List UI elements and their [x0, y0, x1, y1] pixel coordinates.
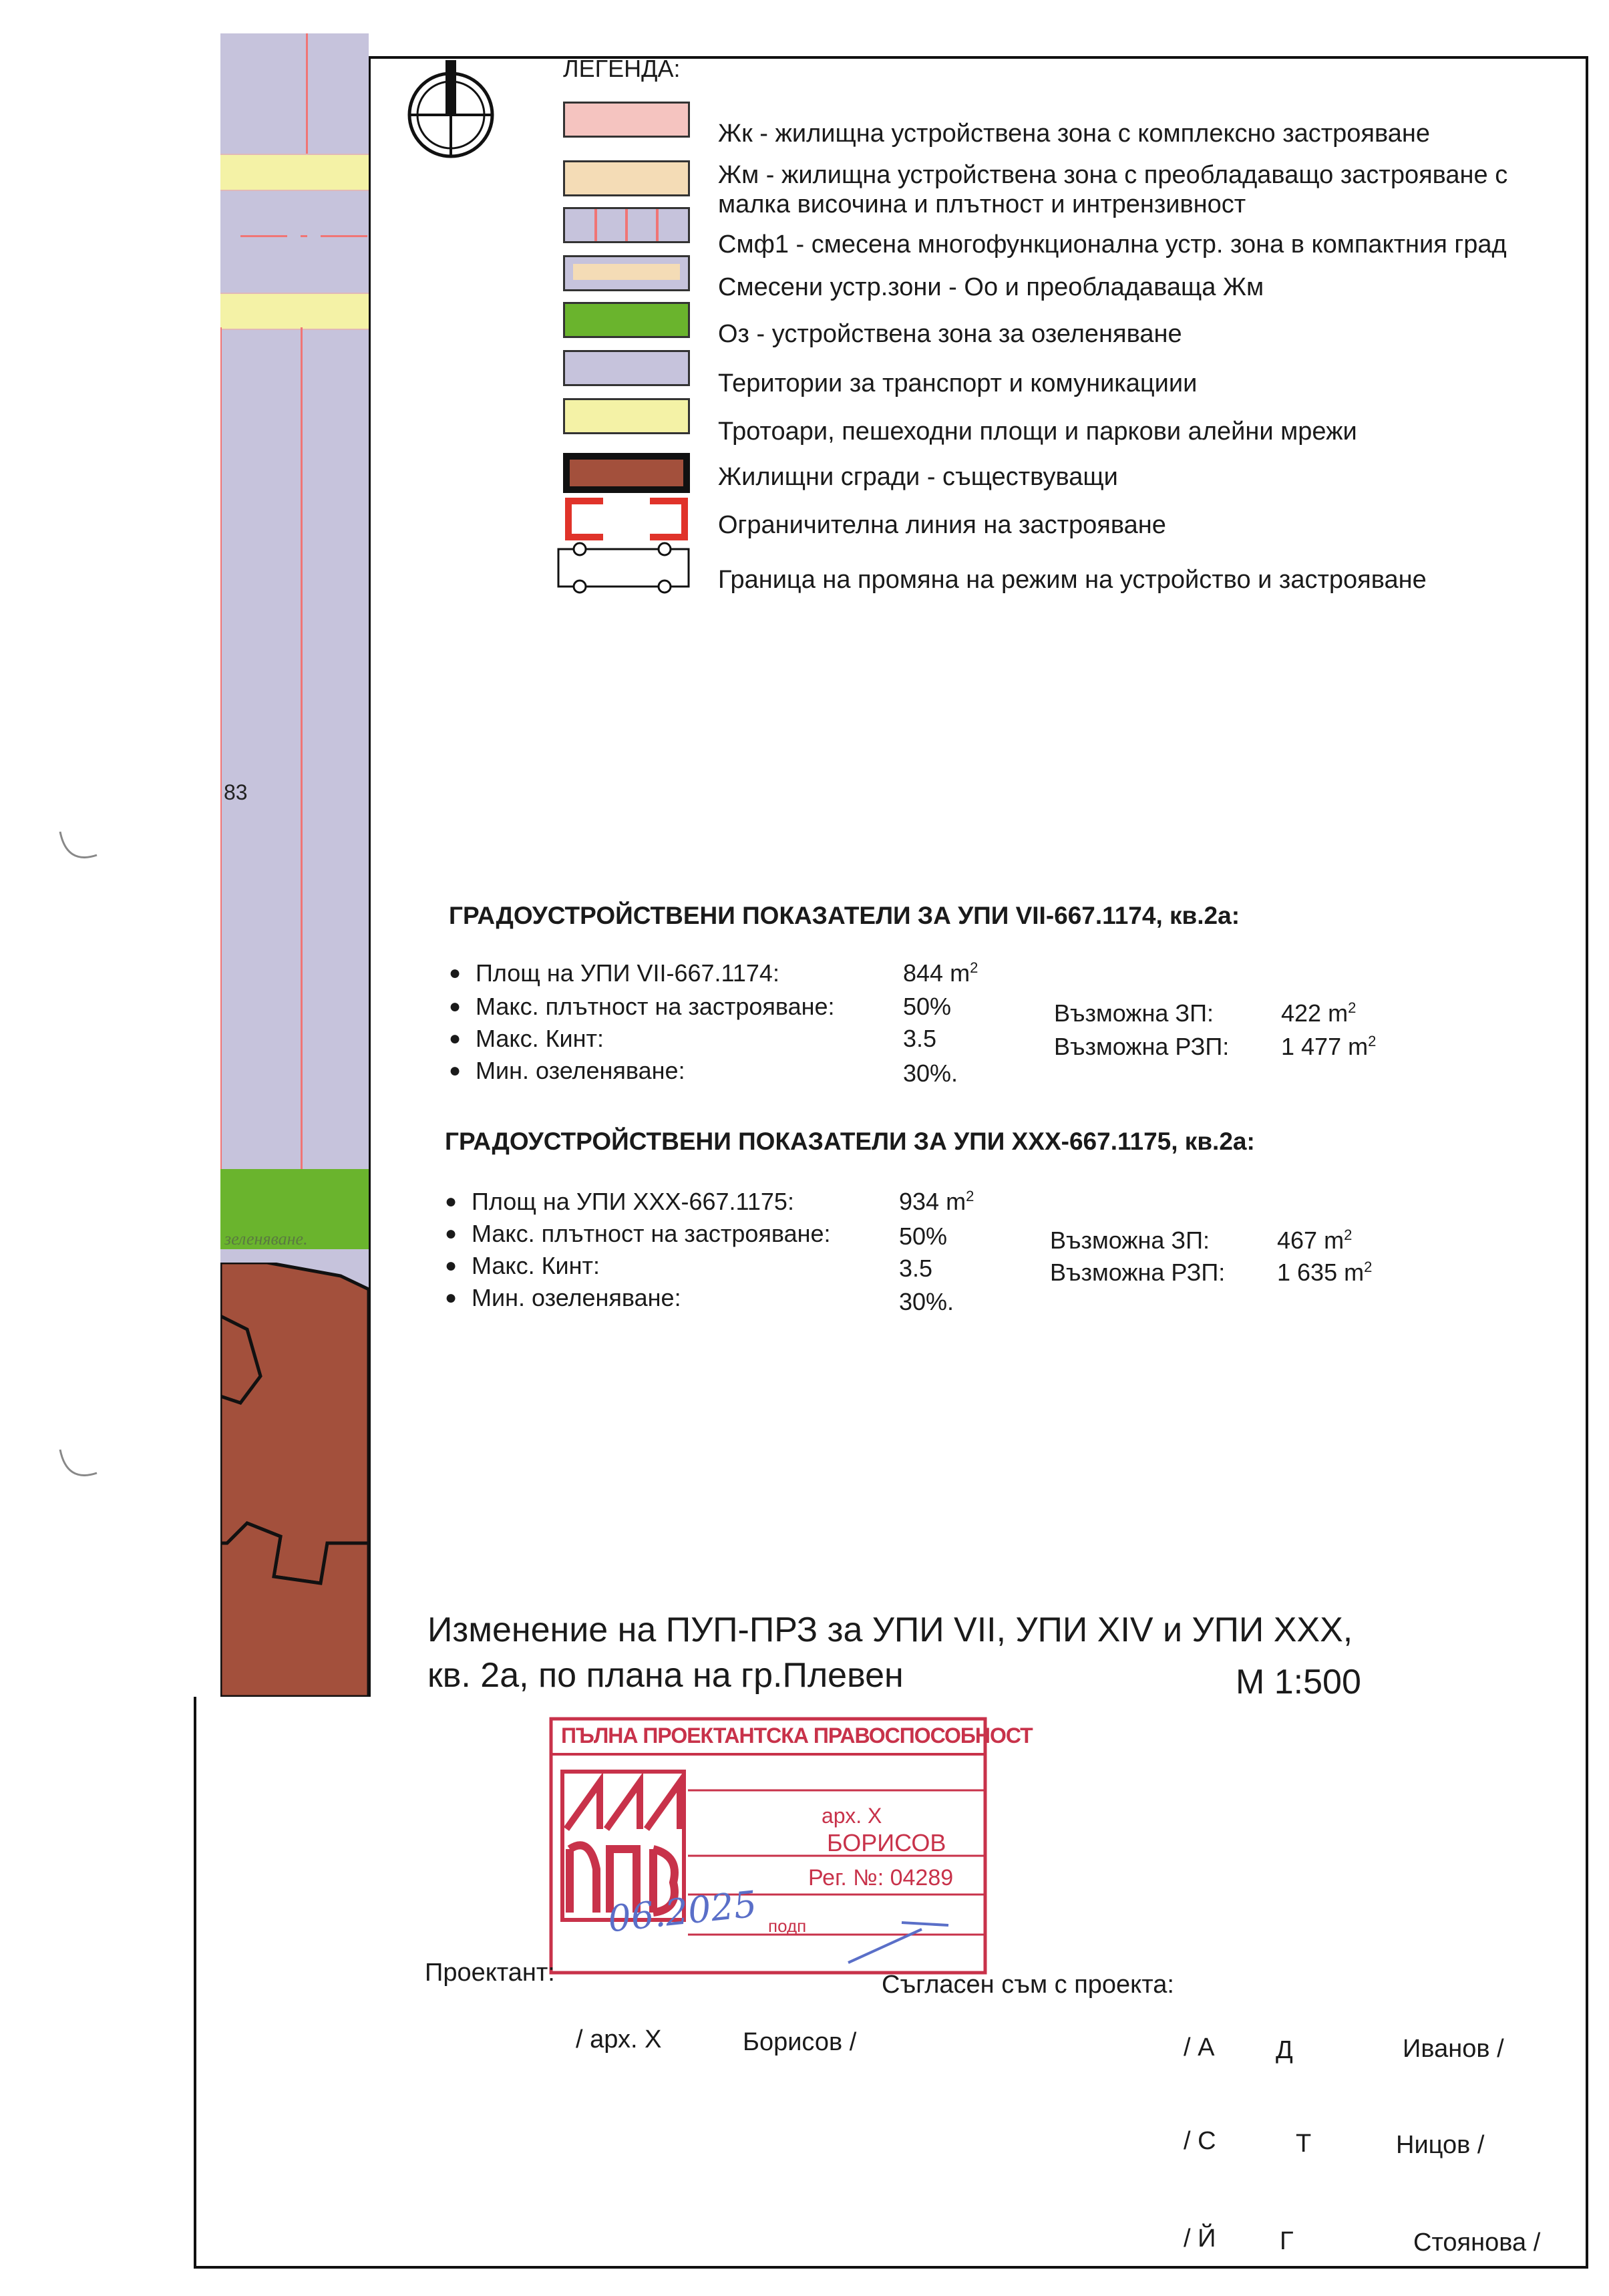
person-initial-a: / Й: [1184, 2225, 1216, 2253]
scale-label: М 1:500: [1236, 1663, 1361, 1701]
legend-swatch-smf1: [563, 207, 690, 243]
punch-hole: [53, 1443, 100, 1490]
person-initial-a: / С: [1184, 2127, 1216, 2155]
person-name: Ницов /: [1396, 2131, 1485, 2159]
person-initial-b: Д: [1276, 2036, 1293, 2064]
bullet: ●: [445, 1255, 458, 1277]
legend-item-label: Тротоари, пешеходни площи и паркови алейни мрежи: [718, 418, 1357, 446]
indicator-extra-label: Възможна ЗП:: [1050, 1226, 1210, 1254]
road-axis-line: [301, 327, 303, 1169]
legend-title: ЛЕГЕНДА:: [563, 55, 681, 82]
indicator-value: 844 $m^2$: [903, 959, 978, 987]
bullet: ●: [445, 1222, 458, 1245]
indicator-value: 3.5: [903, 1025, 937, 1052]
legend-swatch-building: [563, 453, 690, 493]
frame-border: [194, 2266, 1588, 2269]
indicator-extra-value: 467 $m^2$: [1277, 1226, 1353, 1254]
indicator-value: 30%.: [899, 1288, 954, 1315]
frame-border: [369, 56, 371, 1697]
indicators-title-1: ГРАДОУСТРОЙСТВЕНИ ПОКАЗАТЕЛИ ЗА УПИ VII-667.1174, кв.2а:: [449, 902, 1240, 929]
sidewalk-band: [220, 293, 369, 330]
map-plot-number: 83: [224, 780, 248, 804]
legend-item-label: Граница на промяна на режим на устройство и застрояване: [718, 566, 1427, 594]
legend-item-label: Жилищни сгради - съществуващи: [718, 463, 1118, 491]
indicator-extra-value: 1 635 $m^2$: [1277, 1259, 1373, 1286]
indicator-value: 50%: [903, 993, 952, 1020]
project-title-line-1: Изменение на ПУП-ПРЗ за УПИ VII, УПИ XIV и УПИ ХХХ,: [427, 1611, 1353, 1649]
indicator-extra-label: Възможна ЗП:: [1054, 999, 1214, 1027]
legend-item-label: Смф1 - смесена многофункционална устр. зона в компактния град: [718, 230, 1507, 259]
legend-building-line-icon: [563, 496, 690, 542]
indicator-extra-label: Възможна РЗП:: [1054, 1033, 1230, 1060]
legend-item-label: Ограничителна линия на застрояване: [718, 511, 1166, 539]
indicator-label: Мин. озеленяване:: [472, 1284, 681, 1311]
frame-border: [194, 1697, 196, 2267]
legend-item-label: Жм - жилищна устройствена зона с преобладаващо застрояване с: [718, 161, 1508, 189]
legend-boundary-icon: [554, 541, 695, 595]
sidewalk-band: [220, 154, 369, 191]
legend-swatch-transport: [563, 350, 690, 386]
indicators-title-2: ГРАДОУСТРОЙСТВЕНИ ПОКАЗАТЕЛИ ЗА УПИ ХХХ-667.1175, кв.2а:: [445, 1128, 1255, 1155]
indicator-extra-value: 422 $m^2$: [1281, 999, 1357, 1027]
person-name: Иванов /: [1403, 2035, 1504, 2063]
bullet: ●: [449, 1027, 462, 1049]
legend-item-label: Територии за транспорт и комуникациии: [718, 369, 1198, 397]
north-arrow-icon: [404, 60, 498, 160]
stamp-header: ПЪЛНА ПРОЕКТАНТСКА ПРАВОСПОСОБНОСТ: [561, 1724, 1033, 1748]
legend-item-label: Смесени устр.зони - Оо и преобладаваща Жм: [718, 273, 1264, 301]
legend-item-label-cont: малка височина и плътност и интрензивност: [718, 190, 1246, 218]
frame-border: [369, 56, 1588, 59]
indicator-extra-label: Възможна РЗП:: [1050, 1259, 1226, 1286]
indicator-label: Мин. озеленяване:: [476, 1057, 685, 1084]
legend-swatch-oz: [563, 302, 690, 338]
legend-swatch-zhk: [563, 102, 690, 138]
frame-border: [1586, 56, 1588, 2269]
bullet: ●: [445, 1287, 458, 1309]
indicator-label: Площ на УПИ VII-667.1174:: [476, 959, 779, 987]
regulation-line: [240, 235, 367, 237]
indicator-value: 934 $m^2$: [899, 1188, 974, 1215]
road-axis-line: [306, 33, 308, 154]
punch-hole: [53, 825, 100, 872]
indicator-value: 3.5: [899, 1255, 933, 1282]
road-edge-line: [220, 327, 222, 1169]
stamp-reg-number: Рег. №: 04289: [808, 1865, 954, 1891]
legend-swatch-sidewalk: [563, 398, 690, 434]
legend-swatch-mixed: [563, 255, 690, 291]
designer-name-b: Борисов /: [743, 2028, 857, 2056]
person-initial-b: Г: [1280, 2227, 1294, 2255]
indicator-label: Макс. Кинт:: [472, 1252, 600, 1279]
indicator-label: Площ на УПИ ХХХ-667.1175:: [472, 1188, 794, 1215]
stamp-sign-label: подп: [768, 1916, 807, 1936]
designer-name-a: / арх. Х: [576, 2025, 662, 2054]
project-title-line-2: кв. 2а, по плана на гр.Плевен: [427, 1656, 904, 1695]
handwritten-date: 06.2025: [606, 1882, 759, 1941]
legend-item-label: Оз - устройствена зона за озеленяване: [718, 320, 1182, 348]
map-green-label: зеленяване.: [224, 1229, 308, 1249]
map-strip: [220, 33, 369, 1697]
legend-item-label: Жк - жилищна устройствена зона с комплексно застрояване: [718, 120, 1431, 148]
person-initial-b: Т: [1296, 2130, 1312, 2158]
person-name: Стоянова /: [1413, 2229, 1541, 2257]
existing-building: [220, 1263, 369, 1697]
indicator-label: Макс. Кинт:: [476, 1025, 604, 1052]
indicator-extra-value: 1 477 $m^2$: [1281, 1033, 1377, 1060]
legend-swatch-zhm: [563, 160, 690, 196]
designer-label: Проектант:: [425, 1959, 555, 1987]
stamp-name-1: арх. Х: [822, 1804, 882, 1828]
bullet: ●: [445, 1190, 458, 1212]
agreed-label: Съгласен съм с проекта:: [882, 1971, 1174, 1999]
bullet: ●: [449, 1059, 462, 1082]
indicator-label: Макс. плътност на застрояване:: [476, 993, 835, 1020]
stamp-name-2: БОРИСОВ: [827, 1829, 946, 1856]
person-initial-a: / А: [1184, 2033, 1215, 2062]
bullet: ●: [449, 995, 462, 1017]
bullet: ●: [449, 962, 462, 984]
indicator-value: 50%: [899, 1222, 948, 1250]
handwritten-signature: [842, 1916, 975, 1969]
indicator-label: Макс. плътност на застрояване:: [472, 1220, 831, 1247]
indicator-value: 30%.: [903, 1059, 958, 1087]
